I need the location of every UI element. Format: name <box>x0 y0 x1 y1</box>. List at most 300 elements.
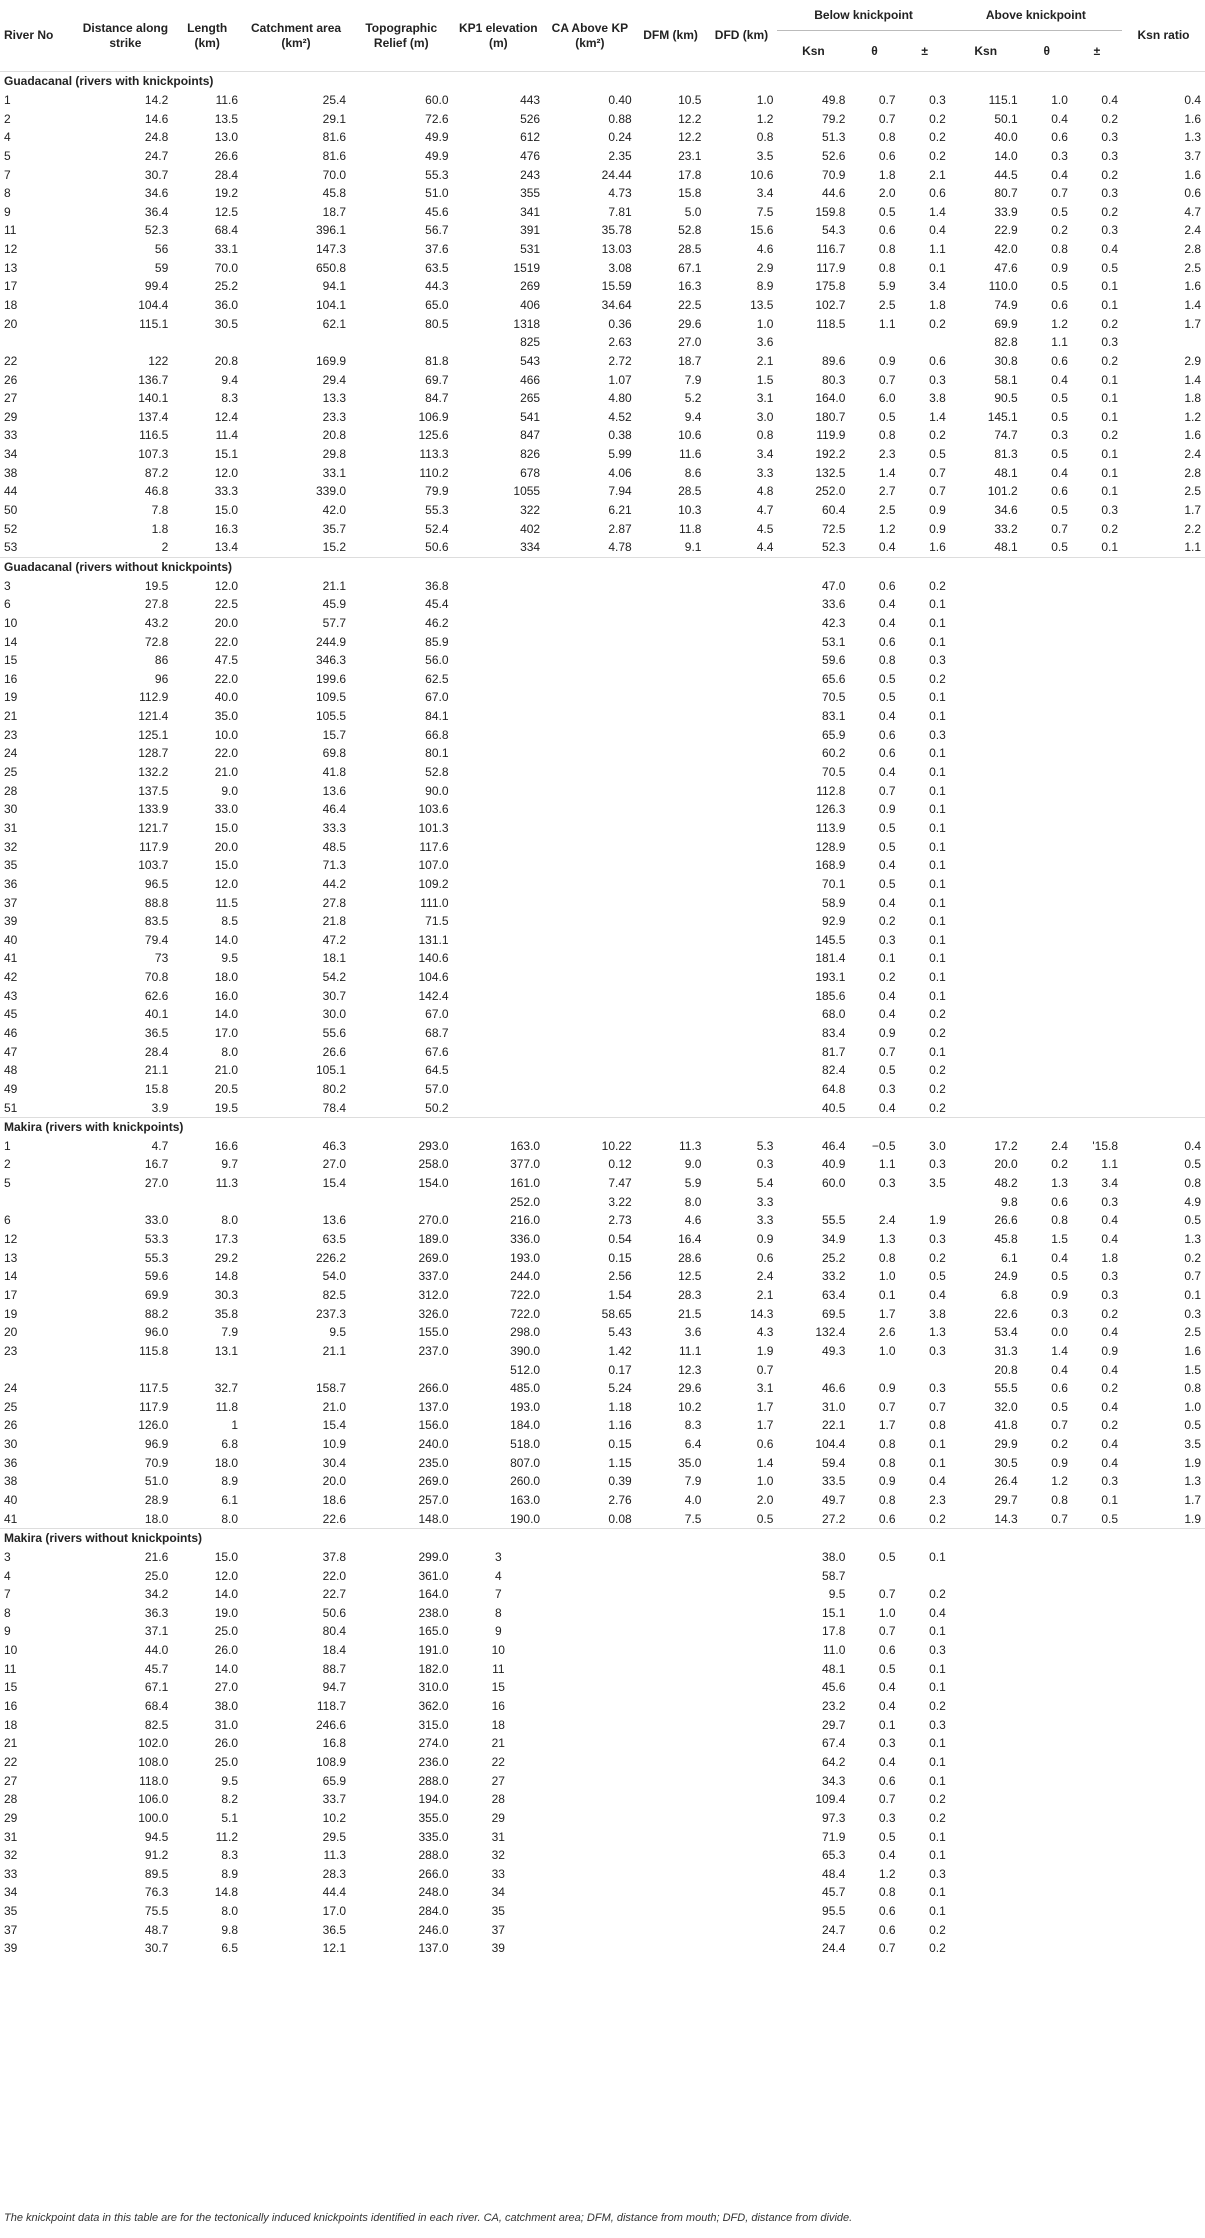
table-row <box>0 1715 1205 1734</box>
table-cell <box>950 837 1022 856</box>
table-row <box>0 1435 1205 1454</box>
table-cell: 33 <box>4 1866 18 1881</box>
table-cell: 10 <box>4 1643 18 1658</box>
table-cell <box>636 1061 706 1080</box>
table-cell: 85.9 <box>425 634 449 649</box>
table-row <box>0 1472 1205 1491</box>
table-cell: 40.5 <box>822 1100 846 1115</box>
table-cell <box>1122 1697 1205 1716</box>
table-cell: 0.4 <box>878 1754 896 1769</box>
table-cell: 14.6 <box>144 111 169 126</box>
table-cell: 70.9 <box>822 167 846 182</box>
table-cell: 12.2 <box>678 130 702 145</box>
table-row <box>0 352 1205 371</box>
table-row <box>0 1005 1205 1024</box>
table-cell: 15 <box>4 653 18 668</box>
table-cell: 52.8 <box>678 223 702 238</box>
table-cell: 0.9 <box>1051 1455 1068 1470</box>
table-row <box>0 1080 1205 1099</box>
table-cell <box>1022 632 1072 651</box>
table-cell: 269.0 <box>418 1250 449 1265</box>
table-cell: 25.0 <box>214 1754 239 1769</box>
table-cell: 42.3 <box>822 615 846 630</box>
table-cell <box>544 893 636 912</box>
table-cell <box>950 1883 1022 1902</box>
table-cell: 94.5 <box>144 1829 169 1844</box>
table-cell: 13.5 <box>750 298 774 312</box>
table-cell <box>242 1192 350 1211</box>
table-cell <box>950 1790 1022 1809</box>
table-cell: 6.1 <box>221 1493 239 1507</box>
table-cell <box>1072 1939 1122 1958</box>
table-cell: 0.2 <box>929 428 946 443</box>
table-cell: 0.38 <box>608 428 632 443</box>
table-cell <box>1072 1809 1122 1828</box>
table-cell <box>1122 1005 1205 1024</box>
table-cell <box>950 1827 1022 1846</box>
table-cell <box>453 688 545 707</box>
table-cell: 0.1 <box>1101 1493 1119 1507</box>
table-cell: 1.6 <box>1184 111 1201 126</box>
table-row <box>0 707 1205 726</box>
table-cell: 3.5 <box>756 148 774 163</box>
table-cell: 132.5 <box>815 465 846 480</box>
table-cell <box>705 1024 777 1043</box>
table-cell <box>705 1659 777 1678</box>
table-cell <box>1122 725 1205 744</box>
table-cell: 39 <box>4 914 18 929</box>
table-cell: 265 <box>520 391 541 406</box>
table-cell: 67.0 <box>425 1007 449 1022</box>
table-cell: 1519 <box>513 260 541 275</box>
table-cell <box>705 856 777 875</box>
col-catchment: Catchment area (km²) <box>251 20 342 50</box>
table-cell: 36.4 <box>144 204 169 219</box>
table-cell <box>636 688 706 707</box>
table-cell: 0.1 <box>1184 1287 1201 1302</box>
table-cell: 35.0 <box>678 1455 702 1470</box>
table-cell: 36 <box>4 876 18 891</box>
table-cell <box>1072 1622 1122 1641</box>
table-cell: 0.3 <box>1101 1269 1119 1284</box>
table-cell: 49 <box>4 1081 18 1096</box>
table-cell <box>950 968 1022 987</box>
table-cell: 169.9 <box>315 353 346 368</box>
table-cell <box>705 1790 777 1809</box>
table-cell: 82.5 <box>144 1717 169 1732</box>
table-cell: 0.1 <box>929 1624 946 1639</box>
table-cell: 11.5 <box>215 895 239 910</box>
table-cell: 59.6 <box>822 653 846 668</box>
table-cell: 0.5 <box>878 876 896 891</box>
table-cell <box>1022 1678 1072 1697</box>
table-row <box>0 968 1205 987</box>
table-cell: 0.1 <box>929 260 946 275</box>
table-cell: 28.4 <box>214 167 239 182</box>
table-cell: 24 <box>4 1381 18 1396</box>
table-cell: 40.0 <box>214 690 239 705</box>
table-cell: 53 <box>4 540 18 555</box>
table-row <box>0 670 1205 689</box>
table-cell <box>950 1865 1022 1884</box>
table-cell: 121.4 <box>138 709 169 724</box>
table-cell: 5.24 <box>608 1381 632 1396</box>
table-cell: 2.4 <box>1184 223 1201 238</box>
table-cell <box>636 1641 706 1660</box>
table-cell: 0.6 <box>878 578 896 593</box>
table-cell: 807.0 <box>510 1455 541 1470</box>
table-cell: 0.0 <box>1051 1325 1068 1340</box>
table-cell <box>950 1080 1022 1099</box>
table-row <box>0 1697 1205 1716</box>
table-cell: 46 <box>4 1025 18 1040</box>
table-cell <box>350 1192 453 1211</box>
table-cell: 0.2 <box>929 1699 946 1714</box>
table-cell <box>1122 1715 1205 1734</box>
table-cell: 26.6 <box>214 148 239 163</box>
table-cell: 110.2 <box>419 465 449 480</box>
table-row <box>0 240 1205 259</box>
table-cell <box>950 1678 1022 1697</box>
table-cell: 72.6 <box>425 111 449 126</box>
table-cell: 89.6 <box>822 353 846 368</box>
table-cell: 15.59 <box>601 279 632 294</box>
table-cell <box>544 707 636 726</box>
table-cell: 25.2 <box>822 1250 846 1265</box>
table-cell <box>544 1883 636 1902</box>
table-cell: 19 <box>4 1306 18 1321</box>
table-cell: 53.3 <box>144 1232 169 1247</box>
table-cell <box>453 837 545 856</box>
col-kp1: KP1 elevation (m) <box>458 20 538 50</box>
table-row <box>0 1641 1205 1660</box>
table-cell: 2.5 <box>878 503 896 518</box>
table-cell: 11.1 <box>679 1343 702 1358</box>
table-cell: −0.5 <box>871 1138 896 1153</box>
table-cell: 96.5 <box>144 876 169 891</box>
table-cell: 37.6 <box>425 242 449 257</box>
table-cell: 0.1 <box>929 802 946 817</box>
table-cell: 47.6 <box>994 260 1018 275</box>
table-cell: 33 <box>491 1866 505 1881</box>
table-cell: 377.0 <box>510 1157 541 1172</box>
table-cell: 0.1 <box>929 690 946 705</box>
table-cell: 18.7 <box>678 353 702 368</box>
table-cell: 137.4 <box>138 409 169 424</box>
table-cell: 0.5 <box>878 409 896 424</box>
table-cell: 0.1 <box>929 1885 946 1900</box>
table-cell <box>453 595 545 614</box>
table-cell: 0.6 <box>1184 186 1201 201</box>
table-cell: 38 <box>4 465 18 480</box>
table-cell: 104.4 <box>815 1437 846 1452</box>
table-cell: 81.8 <box>425 353 449 368</box>
table-cell: 21.1 <box>322 578 346 593</box>
table-cell: 0.4 <box>878 988 896 1003</box>
table-cell <box>705 986 777 1005</box>
table-cell: 45.8 <box>994 1232 1018 1247</box>
table-cell: 18.0 <box>214 970 239 985</box>
table-cell: 70.0 <box>214 260 239 275</box>
table-row <box>0 1397 1205 1416</box>
table-cell: 0.7 <box>878 1941 896 1956</box>
table-row <box>0 1248 1205 1267</box>
table-cell: 1.3 <box>1184 1232 1201 1247</box>
table-cell: 4.9 <box>1184 1194 1201 1209</box>
table-cell: 26.6 <box>994 1213 1018 1228</box>
table-cell: 4.8 <box>756 484 774 499</box>
table-cell <box>1122 1846 1205 1865</box>
table-cell: 0.2 <box>929 130 946 145</box>
table-row <box>0 1491 1205 1510</box>
table-cell: 24 <box>4 746 18 761</box>
col-distance: Distance along strike <box>82 20 169 50</box>
table-cell: 44.0 <box>144 1643 169 1658</box>
table-cell <box>1022 1939 1072 1958</box>
table-cell <box>544 651 636 670</box>
table-cell: 1.42 <box>608 1343 632 1358</box>
table-cell: 1.8 <box>1184 391 1201 406</box>
table-row <box>0 1379 1205 1398</box>
table-cell: 0.1 <box>929 932 946 947</box>
table-cell: 0.8 <box>878 242 896 257</box>
table-cell: 33.6 <box>822 597 846 612</box>
table-cell <box>544 1865 636 1884</box>
table-cell: 69.5 <box>822 1306 846 1321</box>
table-row <box>0 258 1205 277</box>
table-body <box>0 72 1205 1958</box>
table-cell <box>950 1585 1022 1604</box>
table-cell <box>1072 1883 1122 1902</box>
table-cell: 0.2 <box>1051 1437 1068 1452</box>
table-cell: 361.0 <box>418 1568 449 1583</box>
table-cell: 406 <box>520 298 541 312</box>
table-cell: 0.7 <box>1051 186 1068 201</box>
table-cell: 92.9 <box>822 914 846 929</box>
table-cell: 90.0 <box>425 783 449 798</box>
table-cell: 191.0 <box>418 1643 449 1658</box>
table-cell: 8.0 <box>221 1904 239 1919</box>
table-cell: 21 <box>4 1736 18 1751</box>
table-cell: 0.2 <box>1101 1306 1119 1321</box>
table-cell <box>636 725 706 744</box>
table-cell: 2.0 <box>878 186 896 201</box>
table-cell: 14.3 <box>750 1306 774 1321</box>
table-cell: 0.1 <box>878 1287 896 1302</box>
table-cell: 0.2 <box>1101 1381 1119 1396</box>
table-cell: 6.5 <box>221 1941 239 1956</box>
table-cell: 0.8 <box>878 653 896 668</box>
table-cell: 269 <box>520 279 541 294</box>
table-cell: 22.6 <box>322 1511 346 1526</box>
table-cell: 0.5 <box>1184 1213 1201 1228</box>
table-cell: 270.0 <box>418 1213 449 1228</box>
table-cell: 10.6 <box>750 167 774 182</box>
table-cell: 0.5 <box>1051 391 1068 406</box>
table-cell: 0.1 <box>929 1773 946 1788</box>
table-cell: 0.2 <box>929 1810 946 1825</box>
table-cell: 91.2 <box>144 1848 169 1863</box>
table-cell: 50.2 <box>425 1100 449 1115</box>
table-cell: 0.2 <box>1101 316 1119 331</box>
table-cell <box>544 1061 636 1080</box>
table-cell: 34 <box>4 1885 18 1900</box>
table-cell: 6.0 <box>878 391 896 406</box>
table-cell: 0.1 <box>929 970 946 985</box>
table-cell: 0.1 <box>929 1549 946 1564</box>
table-cell <box>950 595 1022 614</box>
group-above-knickpoint: Above knickpoint <box>950 0 1122 31</box>
table-cell: 103.6 <box>418 802 449 817</box>
table-cell: 22.6 <box>994 1306 1018 1321</box>
table-cell <box>1072 725 1122 744</box>
table-cell <box>705 1585 777 1604</box>
table-cell <box>950 1771 1022 1790</box>
table-cell: 50 <box>4 503 18 518</box>
table-cell: 182.0 <box>418 1661 449 1676</box>
table-cell: 0.4 <box>929 1474 946 1489</box>
table-cell: 7 <box>494 1587 502 1602</box>
table-cell: 0.8 <box>878 130 896 145</box>
table-cell <box>1022 763 1072 782</box>
table-cell: 0.7 <box>1051 1511 1068 1526</box>
table-row <box>0 538 1205 557</box>
table-cell: 163.0 <box>510 1493 541 1507</box>
table-cell <box>453 614 545 633</box>
table-row <box>0 519 1205 538</box>
table-cell: 65.9 <box>822 727 846 742</box>
table-cell: 0.1 <box>929 876 946 891</box>
table-cell: 0.2 <box>929 1250 946 1265</box>
table-cell: 137.5 <box>138 783 169 798</box>
table-cell: 339.0 <box>315 484 346 499</box>
table-cell: 5.1 <box>221 1810 239 1825</box>
table-cell <box>636 763 706 782</box>
table-cell <box>1022 576 1072 595</box>
table-cell: 0.1 <box>929 1904 946 1919</box>
table-cell: 15.1 <box>822 1605 846 1620</box>
table-cell: 112.9 <box>139 690 169 705</box>
table-cell: 39 <box>491 1941 505 1956</box>
table-cell: 10.6 <box>678 428 702 443</box>
table-cell: 1.2 <box>1051 316 1068 331</box>
table-cell: 847 <box>520 428 541 443</box>
table-cell: 30.3 <box>214 1287 239 1302</box>
table-cell <box>950 1715 1022 1734</box>
table-cell: 108.0 <box>138 1754 169 1769</box>
table-cell <box>849 1566 899 1585</box>
table-cell <box>636 576 706 595</box>
table-cell: 1.0 <box>756 92 774 107</box>
table-cell: 0.3 <box>1101 1474 1119 1489</box>
table-cell: 0.3 <box>1184 1306 1201 1321</box>
table-cell <box>636 651 706 670</box>
table-row <box>0 1846 1205 1865</box>
table-cell: 466 <box>520 372 541 387</box>
table-cell: 14.0 <box>994 148 1018 163</box>
table-cell: 14.0 <box>214 932 239 947</box>
table-cell: 52.3 <box>822 540 846 555</box>
table-cell: 33.1 <box>214 242 239 257</box>
table-cell: 17.8 <box>678 167 702 182</box>
table-cell <box>453 986 545 1005</box>
table-cell: 3.6 <box>756 335 774 350</box>
table-cell: 3.5 <box>1184 1437 1201 1452</box>
table-cell: 8.0 <box>221 1511 239 1526</box>
table-cell: 17.2 <box>994 1138 1018 1153</box>
table-cell: 75.5 <box>144 1904 169 1919</box>
table-cell: 19.5 <box>144 578 169 593</box>
table-cell <box>705 1865 777 1884</box>
table-cell: 125.1 <box>138 727 169 742</box>
table-cell <box>636 1098 706 1117</box>
table-cell: 293.0 <box>418 1138 449 1153</box>
table-cell: 1.8 <box>878 167 896 182</box>
table-cell <box>544 819 636 838</box>
table-cell: 0.4 <box>878 1699 896 1714</box>
table-cell <box>544 1939 636 1958</box>
table-cell: 27.0 <box>678 335 702 350</box>
table-cell: 25.2 <box>214 279 239 294</box>
table-cell: 22.5 <box>678 298 702 312</box>
table-cell: 1.9 <box>756 1343 774 1358</box>
table-cell: 8.3 <box>684 1418 702 1433</box>
table-cell: 1.0 <box>878 1605 896 1620</box>
table-cell: 6.1 <box>1001 1250 1018 1265</box>
table-cell: 115.8 <box>139 1343 169 1358</box>
table-cell <box>1072 651 1122 670</box>
table-cell: 133.9 <box>138 802 169 817</box>
table-cell <box>453 1005 545 1024</box>
table-cell: 0.3 <box>756 1157 774 1172</box>
table-cell: 390.0 <box>510 1343 541 1358</box>
table-cell: 7.94 <box>608 484 632 499</box>
table-cell: 0.4 <box>1051 1362 1068 1377</box>
table-cell: 0.7 <box>878 111 896 126</box>
table-cell: 1.5 <box>1184 1362 1201 1377</box>
table-cell: 1 <box>231 1418 239 1433</box>
table-cell: 0.7 <box>929 1399 946 1414</box>
table-cell: 0.5 <box>1101 1511 1119 1526</box>
table-cell <box>636 1005 706 1024</box>
table-cell: 113.3 <box>419 447 449 462</box>
table-cell: 108.9 <box>315 1754 346 1769</box>
table-cell <box>1072 1659 1122 1678</box>
table-cell: 312.0 <box>418 1287 449 1302</box>
table-cell: 15.0 <box>214 858 239 873</box>
table-cell: 18.6 <box>322 1493 346 1507</box>
table-cell: 0.6 <box>878 1904 896 1919</box>
table-cell: 0.2 <box>929 1792 946 1807</box>
table-cell: 47.0 <box>822 578 846 593</box>
table-cell <box>849 333 899 352</box>
table-cell: 41 <box>4 1511 18 1526</box>
table-cell <box>705 1771 777 1790</box>
table-cell: 5.0 <box>684 204 702 219</box>
table-cell: 0.1 <box>929 783 946 798</box>
table-cell: 64.2 <box>822 1754 846 1769</box>
table-cell <box>950 1939 1022 1958</box>
table-cell: 485.0 <box>510 1381 541 1396</box>
table-row <box>0 1416 1205 1435</box>
table-cell <box>705 1604 777 1623</box>
table-cell <box>777 1360 849 1379</box>
table-cell: 34.2 <box>144 1587 169 1602</box>
table-cell: 117.9 <box>139 1399 169 1414</box>
table-cell: 15 <box>491 1680 505 1695</box>
table-cell: 1.0 <box>878 1269 896 1284</box>
table-cell: 29.4 <box>322 372 346 387</box>
